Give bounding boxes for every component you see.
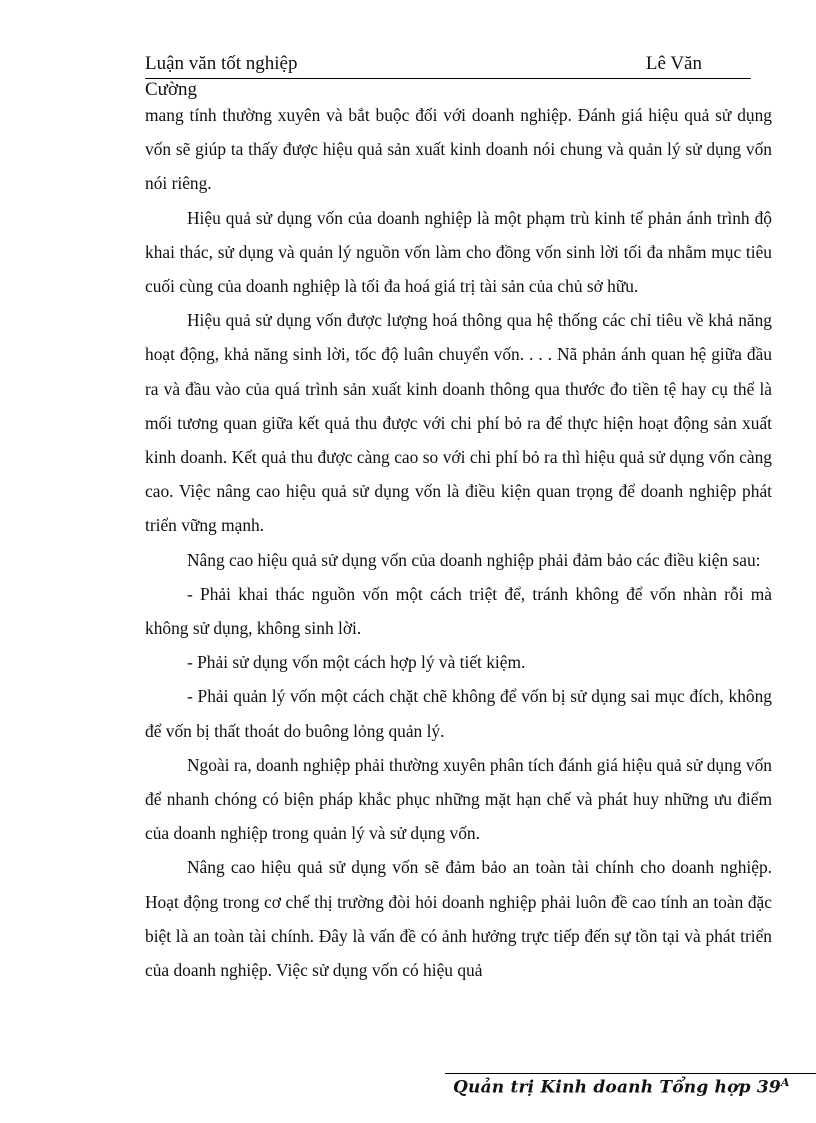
header-title: Luận văn tốt nghiệp — [145, 53, 298, 74]
footer-divider — [445, 1073, 816, 1074]
footer-superscript: A — [780, 1076, 790, 1089]
paragraph-6: Nâng cao hiệu quả sử dụng vốn sẽ đảm bảo an toàn tài chính cho doanh nghiệp. Hoạt động trong cơ chế thị trường đòi hỏi doanh nghiệp phải luôn đề cao tính an toàn đặc biệt là an toàn tài chính. Đây là vấn đề có ảnh hưởng trực tiếp đến sự tồn tại và phát triển của doanh nghiệp. Việc sử dụng vốn có hiệu quả — [145, 857, 772, 981]
paragraph-2: Hiệu quả sử dụng vốn của doanh nghiệp là một phạm trù kinh tế phản ánh trình độ khai thác, sử dụng và quản lý nguồn vốn làm cho đồng vốn sinh lời tối đa nhằm mục tiêu cuối cùng của doanh nghiệp là tối đa hoá giá trị tài sản của chủ sở hữu. — [145, 207, 772, 297]
list-item-3: - Phải quản lý vốn một cách chặt chẽ không để vốn bị sử dụng sai mục đích, không để vốn bị thất thoát do buông lỏng quản lý. — [145, 686, 772, 741]
header-author-continuation: Cường — [145, 79, 198, 100]
page-footer — [453, 1076, 790, 1098]
list-item-2: - Phải sử dụng vốn một cách hợp lý và tiết kiệm. — [187, 652, 526, 673]
paragraph-5: Ngoài ra, doanh nghiệp phải thường xuyên phân tích đánh giá hiệu quả sử dụng vốn để nhanh chóng có biện pháp khắc phục những mặt hạn chế và phát huy những ưu điểm của doanh nghiệp trong quản lý và sử dụng vốn. — [145, 754, 772, 844]
paragraph-4: Nâng cao hiệu quả sử dụng vốn của doanh nghiệp phải đảm bảo các điều kiện sau: — [187, 549, 761, 570]
paragraph-1: mang tính thường xuyên và bắt buộc đối với doanh nghiệp. Đánh giá hiệu quả sử dụng vốn sẽ giúp ta thấy được hiệu quả sản xuất kinh doanh nói chung và quản lý sử dụng vốn nói riêng. — [145, 105, 772, 194]
footer-text: Quản trị Kinh doanh Tổng hợp 39 — [453, 1077, 781, 1098]
header-author: Lê Văn — [645, 53, 702, 74]
paragraph-3: Hiệu quả sử dụng vốn được lượng hoá thông qua hệ thống các chỉ tiêu về khả năng hoạt động, khả năng sinh lời, tốc độ luân chuyển vốn. . . . Nã phản ánh quan hệ giữa đầu ra và đầu vào của quá trình sản xuất kinh doanh thông qua thước đo tiền tệ hay cụ thể là mối tương quan giữa kết quả thu được với chi phí bỏ ra để thực hiện hoạt động sản xuất kinh doanh. Kết quả thu được càng cao so với chi phí bỏ ra thì hiệu quả sử dụng vốn càng cao. Việc nâng cao hiệu quả sử dụng vốn là điều kiện quan trọng để doanh nghiệp phát triển vững mạnh. — [145, 310, 772, 536]
list-item-1: - Phải khai thác nguồn vốn một cách triệt để, tránh không để vốn nhàn rỗi mà không sử dụng, không sinh lời. — [145, 583, 772, 639]
body-text — [145, 98, 772, 987]
page-header — [145, 52, 751, 79]
